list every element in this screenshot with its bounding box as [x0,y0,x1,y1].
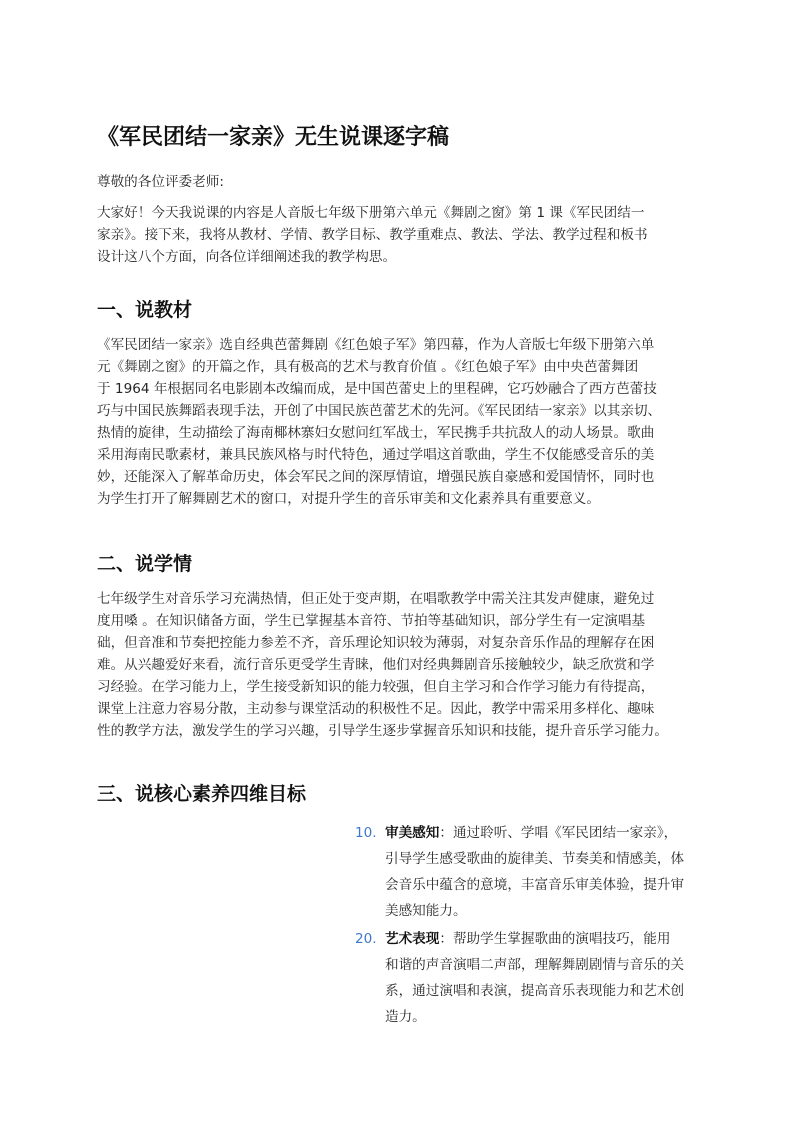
students-paragraph [97,588,701,742]
paragraph-line: 家亲》。接下来，我将从教材、学情、教学目标、教学重难点、教法、学法、教学过程和板书 [97,227,648,243]
goal-first-line [385,820,705,846]
paragraph-line: 大家好！今天我说课的内容是人音版七年级下册第六单元《舞剧之窗》第 1 课《军民团结一 [97,205,645,221]
page-title: 《军民团结一家亲》无生说课逐字稿 [97,125,450,150]
goal-line: 造力。 [385,1009,426,1025]
paragraph-line: 难。从兴趣爱好来看，流行音乐更受学生青睐，他们对经典舞剧音乐接触较少，缺乏欣赏和学 [97,657,655,673]
goal-body [385,926,705,1030]
goal-first-text: ：帮助学生掌握歌曲的演唱技巧，能用 [439,931,671,947]
goal-term: 艺术表现 [385,931,440,947]
intro-paragraph [97,202,701,268]
goal-line: 和谐的声音演唱二声部，理解舞剧剧情与音乐的关 [385,957,685,973]
paragraph-line: 妙，还能深入了解革命历史，体会军民之间的深厚情谊，增强民族自豪感和爱国情怀，同时也 [97,469,655,485]
paragraph-line: 设计这八个方面，向各位详细阐述我的教学构思。 [97,249,397,265]
goal-term: 审美感知 [385,825,440,841]
greeting [97,171,701,193]
list-number: 20. [355,931,377,947]
goal-first-line [385,926,705,952]
paragraph-line: 为学生打开了解舞剧艺术的窗口，对提升学生的音乐审美和文化素养具有重要意义。 [97,491,600,507]
textbook-paragraph [97,334,701,510]
paragraph-line: 热情的旋律，生动描绘了海南椰林寨妇女慰问红军战士，军民携手共抗敌人的动人场景。歌曲 [97,425,655,441]
goal-line: 系，通过演唱和表演，提高音乐表现能力和艺术创 [385,983,685,999]
paragraph-line: 性的教学方法，激发学生的学习兴趣，引导学生逐步掌握音乐知识和技能，提升音乐学习能力。 [97,723,668,739]
paragraph-line: 习经验。在学习能力上，学生接受新知识的能力较强，但自主学习和合作学习能力有待提高， [97,679,655,695]
paragraph-line: 于 1964 年根据同名电影剧本改编而成，是中国芭蕾史上的里程碑，它巧妙融合了西方芭蕾技 [97,381,657,397]
goal-line: 引导学生感受歌曲的旋律美、节奏美和情感美，体 [385,851,685,867]
paragraph-line: 度用嗓 。在知识储备方面，学生已掌握基本音符、节拍等基础知识，部分学生有一定演唱基 [97,613,646,629]
paragraph-line: 元《舞剧之窗》的开篇之作，具有极高的艺术与教育价值 。《红色娘子军》由中央芭蕾舞团 [97,359,639,375]
goal-line: 美感知能力。 [385,903,467,919]
paragraph-line: 础，但音准和节奏把控能力参差不齐，音乐理论知识较为薄弱，对复杂音乐作品的理解存在困 [97,635,655,651]
greeting-line: 尊敬的各位评委老师: [97,174,224,190]
paragraph-line: 七年级学生对音乐学习充满热情，但正处于变声期，在唱歌教学中需关注其发声健康，避免过 [97,591,655,607]
paragraph-line: 采用海南民歌素材，兼具民族风格与时代特色，通过学唱这首歌曲，学生不仅能感受音乐的美 [97,447,655,463]
section-heading-textbook: 一、说教材 [97,299,193,321]
paragraph-line: 课堂上注意力容易分散，主动参与课堂活动的积极性不足。因此，教学中需采用多样化、趣味 [97,701,655,717]
goal-body [385,820,705,924]
list-number: 10. [355,825,377,841]
paragraph-line: 《军民团结一家亲》选自经典芭蕾舞剧《红色娘子军》第四幕，作为人音版七年级下册第六单 [97,337,655,353]
section-heading-students: 二、说学情 [97,553,193,575]
goal-line: 会音乐中蕴含的意境，丰富音乐审美体验，提升审 [385,877,685,893]
paragraph-line: 巧与中国民族舞蹈表现手法，开创了中国民族芭蕾艺术的先河。《军民团结一家亲》以其亲切、 [97,403,662,419]
section-heading-goals: 三、说核心素养四维目标 [97,783,307,805]
goal-first-text: ：通过聆听、学唱《军民团结一家亲》， [439,825,678,841]
